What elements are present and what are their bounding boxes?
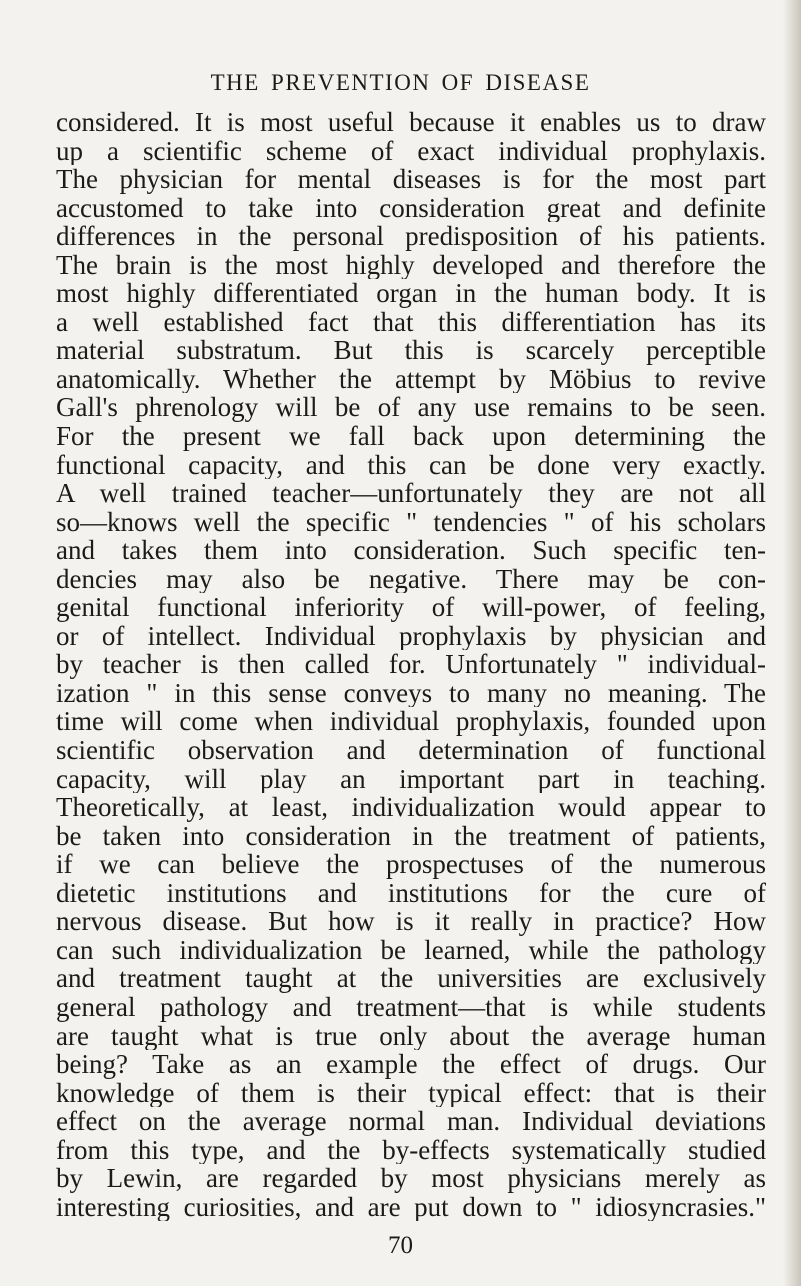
text-line: capacity, will play an important part in teaching. bbox=[56, 764, 766, 794]
text-line: The physician for mental diseases is for the most part bbox=[56, 165, 766, 194]
text-line: being? Take as an example the effect of drugs. Our bbox=[56, 1050, 766, 1079]
text-line: and takes them into consideration. Such specific ten- bbox=[56, 536, 766, 565]
text-line: A well trained teacher—unfortunately they are not all bbox=[56, 479, 766, 508]
text-line: material substratum. But this is scarcely perceptible bbox=[56, 336, 766, 365]
text-line: up a scientific scheme of exact individual prophylaxis. bbox=[56, 136, 766, 166]
page-edge-shadow bbox=[783, 0, 801, 1286]
text-line: so—knows well the specific " tendencies " of his scholars bbox=[56, 507, 766, 537]
text-line: general pathology and treatment—that is while students bbox=[56, 992, 766, 1022]
text-line: Theoretically, at least, individualization would appear to bbox=[56, 793, 766, 822]
text-line: a well established fact that this differentiation has its bbox=[56, 307, 766, 337]
text-line: Gall's phrenology will be of any use remains to be seen. bbox=[56, 393, 766, 423]
text-line: effect on the average normal man. Individual deviations bbox=[56, 1107, 766, 1136]
text-line: anatomically. Whether the attempt by Möbius to revive bbox=[56, 364, 766, 394]
text-line: time will come when individual prophylaxis, founded upon bbox=[56, 707, 766, 737]
text-line: ization " in this sense conveys to many no meaning. The bbox=[56, 678, 766, 708]
running-head: THE PREVENTION OF DISEASE bbox=[210, 70, 591, 95]
page-number: 70 bbox=[388, 1232, 413, 1259]
text-line: For the present we fall back upon determining the bbox=[56, 422, 766, 451]
text-line: from this type, and the by-effects systematically studied bbox=[56, 1135, 766, 1165]
text-line: knowledge of them is their typical effect: that is their bbox=[56, 1078, 766, 1108]
text-line: be taken into consideration in the treatment of patients, bbox=[56, 821, 766, 851]
text-line: nervous disease. But how is it really in practice? How bbox=[56, 907, 766, 936]
text-line: genital functional inferiority of will-power, of feeling, bbox=[56, 593, 766, 622]
text-line: by teacher is then called for. Unfortunately " individual- bbox=[56, 650, 766, 679]
text-line: considered. It is most useful because it enables us to draw bbox=[56, 108, 766, 137]
text-line: if we can believe the prospectuses of the numerous bbox=[56, 850, 766, 879]
text-line: are taught what is true only about the average human bbox=[56, 1021, 766, 1051]
text-line: The brain is the most highly developed and therefore the bbox=[56, 250, 766, 280]
text-line: interesting curiosities, and are put down to " idiosyncrasies." bbox=[56, 1192, 766, 1222]
body-text bbox=[56, 108, 766, 1221]
text-line: dencies may also be negative. There may be con- bbox=[56, 564, 766, 594]
text-line: accustomed to take into consideration great and definite bbox=[56, 193, 766, 223]
text-line: most highly differentiated organ in the human body. It is bbox=[56, 279, 766, 308]
text-line: differences in the personal predisposition of his patients. bbox=[56, 222, 766, 251]
text-line: and treatment taught at the universities are exclusively bbox=[56, 964, 766, 993]
text-line: dietetic institutions and institutions for the cure of bbox=[56, 878, 766, 908]
text-line: or of intellect. Individual prophylaxis by physician and bbox=[56, 621, 766, 651]
text-line: functional capacity, and this can be done very exactly. bbox=[56, 450, 766, 480]
text-line: can such individualization be learned, while the pathology bbox=[56, 935, 766, 965]
text-line: by Lewin, are regarded by most physicians merely as bbox=[56, 1164, 766, 1193]
text-line: scientific observation and determination of functional bbox=[56, 736, 766, 765]
